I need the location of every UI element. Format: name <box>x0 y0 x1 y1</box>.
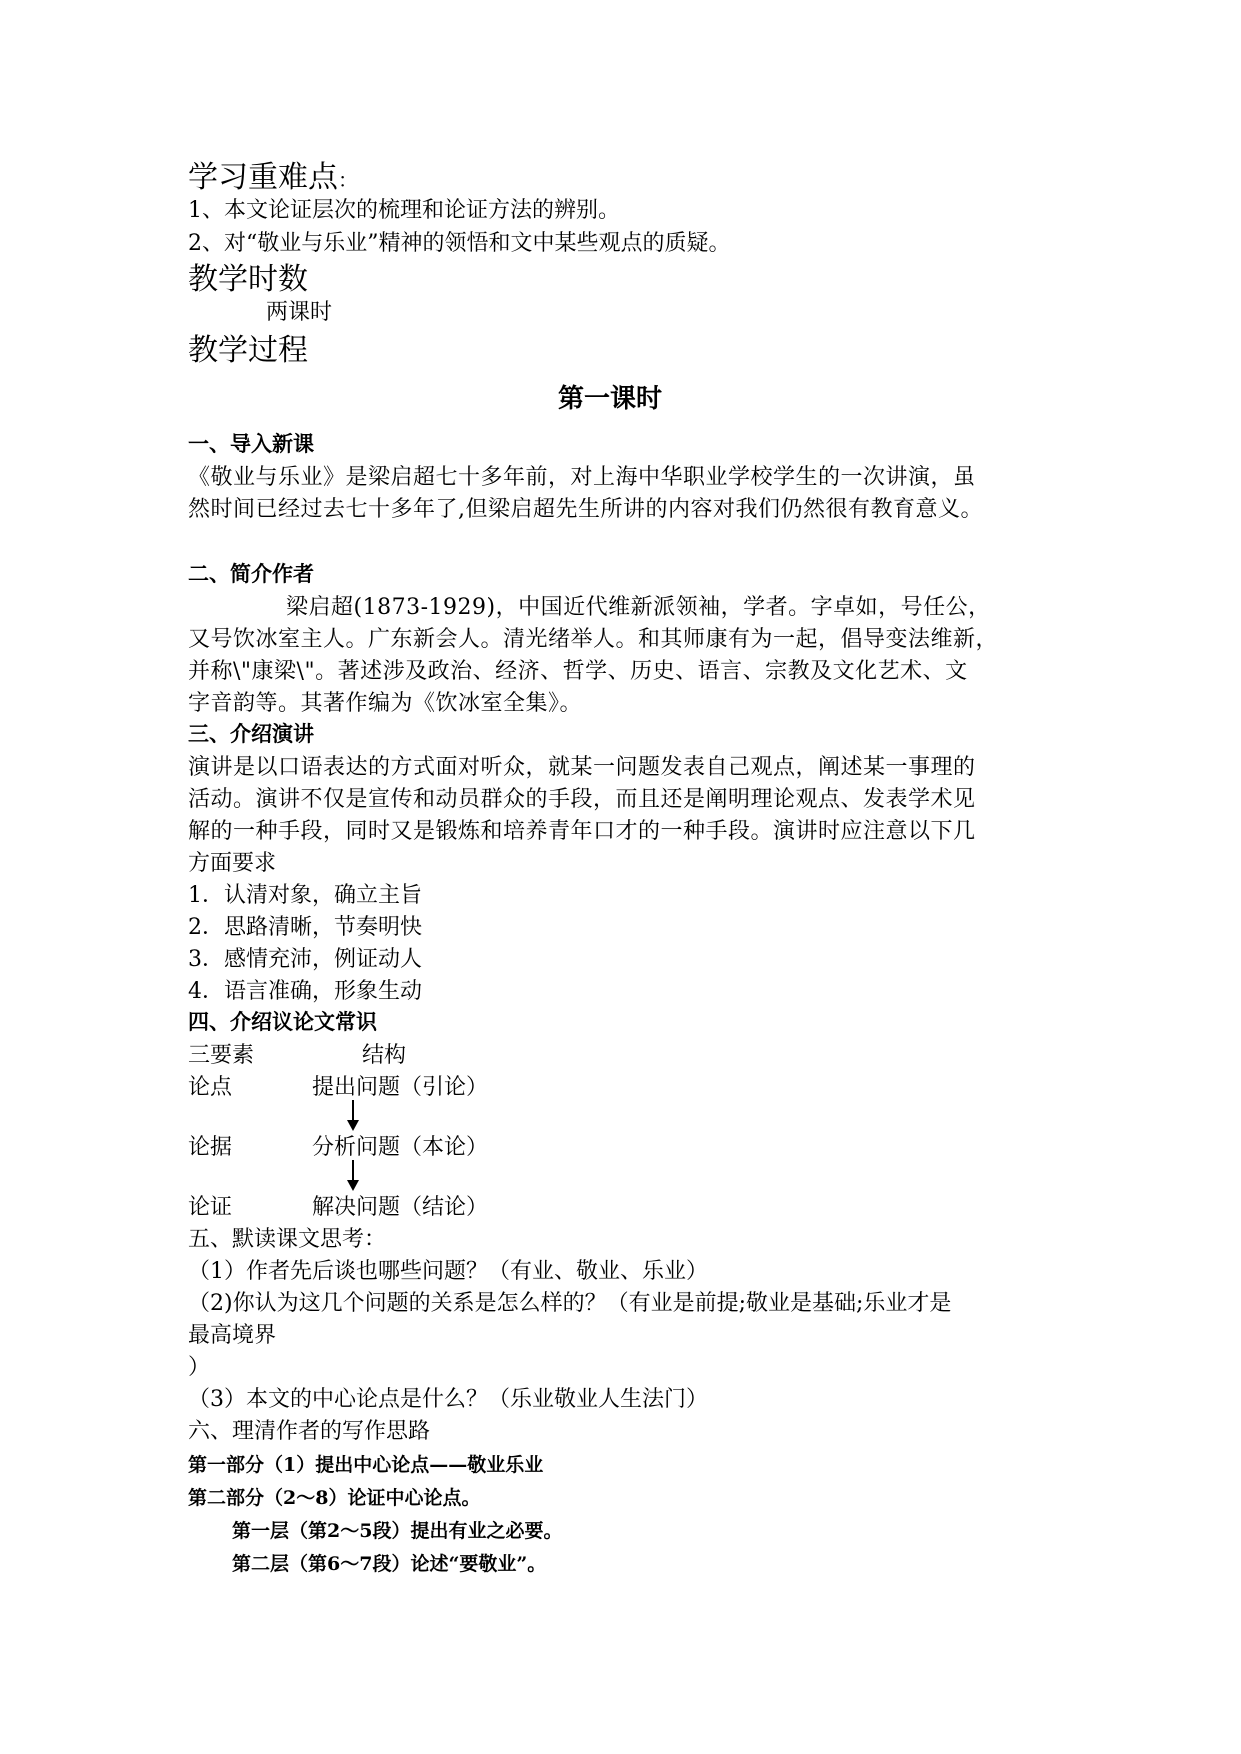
flow-arrow-2-shaft <box>352 1160 354 1182</box>
hours-value: 两课时 <box>266 300 333 325</box>
section2-line-2: 又号饮冰室主人。广东新会人。清光绪举人。和其师康有为一起，倡导变法维新， <box>188 627 999 652</box>
section2-line-3: 并称\"康梁\"。著述涉及政治、经济、哲学、历史、语言、宗教及文化艺术、文 <box>188 659 968 684</box>
section3-item-4: 4．语言准确，形象生动 <box>188 979 422 1004</box>
section3-item-2: 2．思路清晰，节奏明快 <box>188 915 422 940</box>
section3-heading: 三、介绍演讲 <box>188 722 314 746</box>
section6-part-1: 第一部分（1）提出中心论点——敬业乐业 <box>188 1454 544 1476</box>
hours-heading: 教学时数 <box>188 262 308 297</box>
element-evidence: 论据 <box>188 1135 233 1160</box>
key-point-2: 2、对“敬业与乐业”精神的领悟和文中某些观点的质疑。 <box>188 231 731 256</box>
key-point-1: 1、本文论证层次的梳理和论证方法的辨别。 <box>188 198 620 223</box>
key-points-heading: 学习重难点 <box>188 160 338 195</box>
process-heading: 教学过程 <box>188 333 308 368</box>
section4-heading: 四、介绍议论文常识 <box>188 1010 377 1034</box>
section1-heading: 一、导入新课 <box>188 432 314 456</box>
structure-introduction: 提出问题（引论） <box>312 1075 489 1100</box>
section5-line-2: （2)你认为这几个问题的关系是怎么样的？（有业是前提;敬业是基础;乐业才是 <box>188 1291 952 1316</box>
structure-conclusion: 解决问题（结论） <box>312 1195 489 1220</box>
section3-line-3: 解的一种手段，同时又是锻炼和培养青年口才的一种手段。演讲时应注意以下几 <box>188 819 976 844</box>
section3-item-1: 1．认清对象，确立主旨 <box>188 883 422 908</box>
section3-line-2: 活动。演讲不仅是宣传和动员群众的手段，而且还是阐明理论观点、发表学术见 <box>188 787 976 812</box>
elements-header: 三要素 <box>188 1043 255 1068</box>
section6-heading: 六、理清作者的写作思路 <box>188 1419 431 1444</box>
section3-line-1: 演讲是以口语表达的方式面对听众，就某一问题发表自己观点，阐述某一事理的 <box>188 755 976 780</box>
section6-layer-1: 第一层（第2～5段）提出有业之必要。 <box>232 1520 563 1542</box>
section6-part-2: 第二部分（2～8）论证中心论点。 <box>188 1487 481 1509</box>
section3-item-3: 3．感情充沛，例证动人 <box>188 947 422 972</box>
section1-line-1: 《敬业与乐业》是梁启超七十多年前，对上海中华职业学校学生的一次讲演，虽 <box>188 465 976 490</box>
key-points-colon: ： <box>338 168 358 192</box>
structure-header: 结构 <box>362 1043 407 1068</box>
section5-line-1: （1）作者先后谈也哪些问题？（有业、敬业、乐业） <box>188 1259 708 1284</box>
section5-line-4: ） <box>188 1355 211 1380</box>
section5-line-3: 最高境界 <box>188 1323 277 1348</box>
section2-line-1: 梁启超(1873-1929)，中国近代维新派领袖，学者。字卓如，号任公， <box>286 595 991 620</box>
element-thesis: 论点 <box>188 1075 233 1100</box>
section5-line-5: （3）本文的中心论点是什么？（乐业敬业人生法门） <box>188 1387 708 1412</box>
lesson-title: 第一课时 <box>558 384 663 414</box>
section3-line-4: 方面要求 <box>188 851 277 876</box>
element-argumentation: 论证 <box>188 1195 233 1220</box>
section6-layer-2: 第二层（第6～7段）论述“要敬业”。 <box>232 1553 547 1575</box>
structure-body: 分析问题（本论） <box>312 1135 489 1160</box>
section2-line-4: 字音韵等。其著作编为《饮冰室全集》。 <box>188 691 583 716</box>
flow-arrow-1-shaft <box>352 1100 354 1122</box>
section2-heading: 二、简介作者 <box>188 562 314 586</box>
key-points-heading-line <box>188 152 358 196</box>
section5-heading: 五、默读课文思考： <box>188 1227 387 1252</box>
section1-line-2: 然时间已经过去七十多年了,但梁启超先生所讲的内容对我们仍然很有教育意义。 <box>188 497 983 522</box>
